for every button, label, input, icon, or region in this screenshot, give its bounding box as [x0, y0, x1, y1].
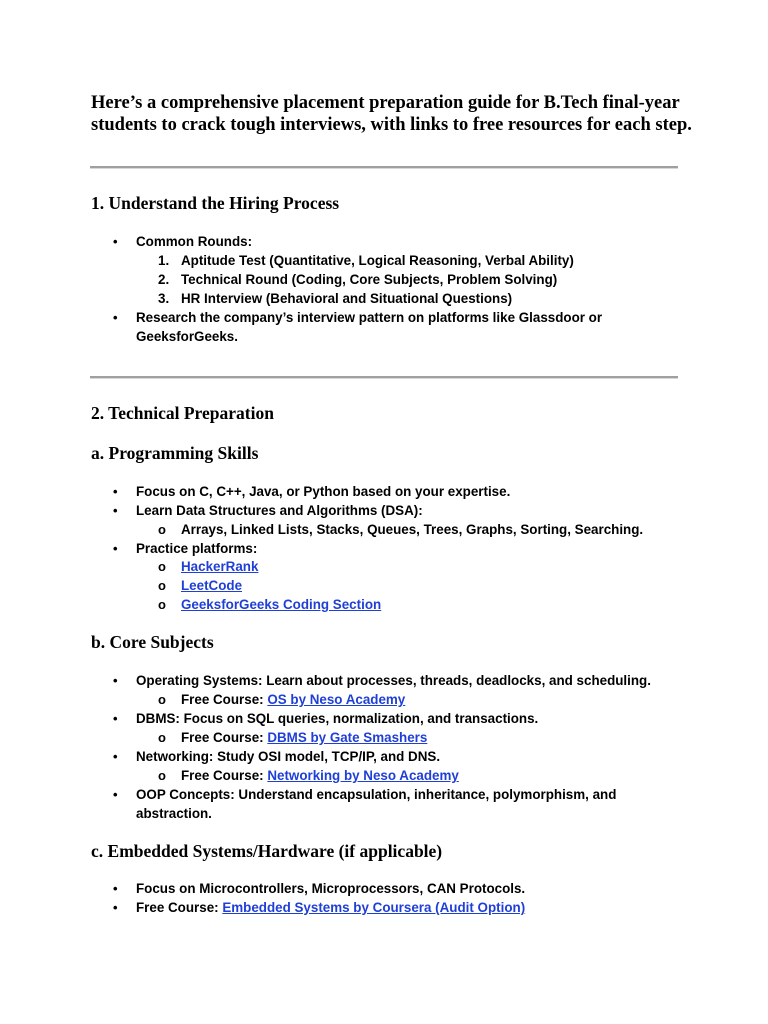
networking-neso-link[interactable]: Networking by Neso Academy	[267, 768, 459, 783]
embedded-systems-heading: c. Embedded Systems/Hardware (if applicable)	[91, 841, 443, 861]
free-course-label: Free Course:	[136, 900, 223, 915]
horizontal-rule	[90, 166, 678, 169]
list-number: 2.	[158, 272, 170, 287]
intro-line-1: Here’s a comprehensive placement preparation guide for B.Tech final-year	[91, 93, 680, 113]
free-course-line	[181, 690, 405, 709]
free-course-line	[181, 766, 459, 785]
free-course-label: Free Course:	[181, 692, 268, 707]
hackerrank-link[interactable]: HackerRank	[181, 559, 259, 574]
sub-bullet-marker: o	[158, 522, 166, 537]
bullet-marker: •	[113, 673, 118, 688]
round-aptitude: Aptitude Test (Quantitative, Logical Reasoning, Verbal Ability)	[181, 253, 574, 268]
dbms-gate-smashers-link[interactable]: DBMS by Gate Smashers	[267, 730, 428, 745]
oop-line-1: OOP Concepts: Understand encapsulation, inheritance, polymorphism, and	[136, 787, 617, 802]
bullet-marker: •	[113, 749, 118, 764]
free-course-line	[181, 728, 427, 747]
bullet-marker: •	[113, 900, 118, 915]
language-focus: Focus on C, C++, Java, or Python based on your expertise.	[136, 484, 511, 499]
bullet-marker: •	[113, 541, 118, 556]
intro-line-2: students to crack tough interviews, with links to free resources for each step.	[91, 115, 692, 135]
research-line-1: Research the company’s interview pattern on platforms like Glassdoor or	[136, 310, 603, 325]
horizontal-rule	[90, 376, 678, 379]
dbms-topic: DBMS: Focus on SQL queries, normalization, and transactions.	[136, 711, 539, 726]
os-neso-link[interactable]: OS by Neso Academy	[267, 692, 406, 707]
core-subjects-heading: b. Core Subjects	[91, 632, 214, 652]
free-course-line	[136, 898, 525, 917]
oop-line-2: abstraction.	[136, 806, 212, 821]
research-line-2: GeeksforGeeks.	[136, 329, 238, 344]
intro-paragraph	[91, 92, 711, 136]
common-rounds-label: Common Rounds:	[136, 234, 253, 249]
free-course-label: Free Course:	[181, 730, 268, 745]
list-number: 1.	[158, 253, 170, 268]
round-hr: HR Interview (Behavioral and Situational Questions)	[181, 291, 513, 306]
programming-skills-heading: a. Programming Skills	[91, 443, 259, 463]
sub-bullet-marker: o	[158, 578, 166, 593]
bullet-marker: •	[113, 503, 118, 518]
learn-dsa: Learn Data Structures and Algorithms (DSA):	[136, 503, 423, 518]
embedded-coursera-link[interactable]: Embedded Systems by Coursera (Audit Option)	[222, 900, 526, 915]
bullet-marker: •	[113, 881, 118, 896]
leetcode-link[interactable]: LeetCode	[181, 578, 243, 593]
sub-bullet-marker: o	[158, 730, 166, 745]
bullet-marker: •	[113, 234, 118, 249]
list-number: 3.	[158, 291, 170, 306]
networking-topic: Networking: Study OSI model, TCP/IP, and DNS.	[136, 749, 441, 764]
sub-bullet-marker: o	[158, 559, 166, 574]
section-2-heading: 2. Technical Preparation	[91, 403, 274, 423]
bullet-marker: •	[113, 711, 118, 726]
bullet-marker: •	[113, 310, 118, 325]
geeksforgeeks-link[interactable]: GeeksforGeeks Coding Section	[181, 597, 382, 612]
os-topic: Operating Systems: Learn about processes, threads, deadlocks, and scheduling.	[136, 673, 651, 688]
sub-bullet-marker: o	[158, 692, 166, 707]
section-1-heading: 1. Understand the Hiring Process	[91, 193, 340, 213]
embedded-focus: Focus on Microcontrollers, Microprocessors, CAN Protocols.	[136, 881, 526, 896]
dsa-topics: Arrays, Linked Lists, Stacks, Queues, Trees, Graphs, Sorting, Searching.	[181, 522, 644, 537]
sub-bullet-marker: o	[158, 768, 166, 783]
round-technical: Technical Round (Coding, Core Subjects, Problem Solving)	[181, 272, 558, 287]
sub-bullet-marker: o	[158, 597, 166, 612]
bullet-marker: •	[113, 787, 118, 802]
practice-platforms-label: Practice platforms:	[136, 541, 258, 556]
bullet-marker: •	[113, 484, 118, 499]
free-course-label: Free Course:	[181, 768, 268, 783]
